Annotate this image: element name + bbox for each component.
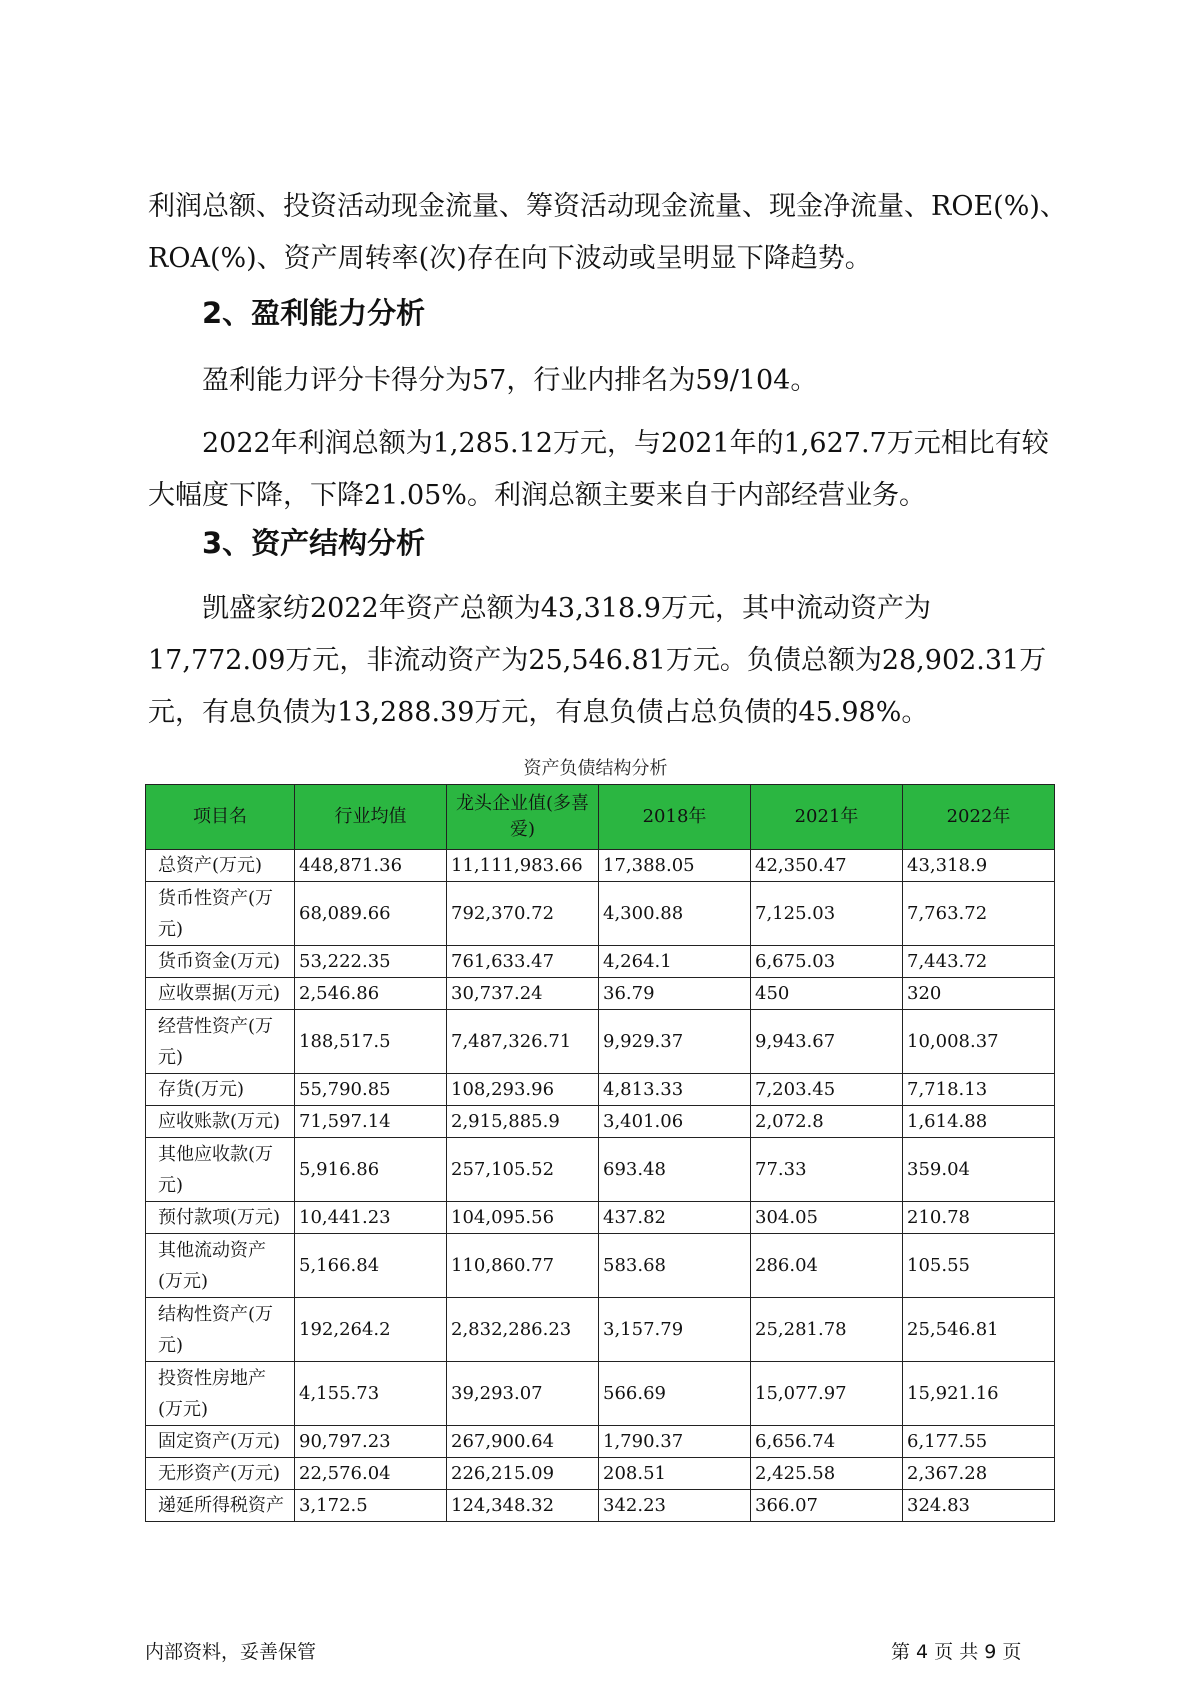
table-cell: 22,576.04 [295,1458,447,1490]
table-cell: 7,203.45 [751,1074,903,1106]
footer-page-number: 第 4 页 共 9 页 [891,1641,1022,1663]
table-cell: 3,401.06 [599,1106,751,1138]
column-header: 2018年 [599,785,751,850]
table-cell: 4,813.33 [599,1074,751,1106]
table-row [146,978,1055,1010]
table-cell: 583.68 [599,1234,751,1298]
table-row [146,1362,1055,1426]
column-header: 2022年 [903,785,1055,850]
table-cell: 105.55 [903,1234,1055,1298]
table-cell: 286.04 [751,1234,903,1298]
table-cell: 结构性资产(万元) [146,1298,295,1362]
table-cell: 761,633.47 [447,946,599,978]
table-cell: 货币性资产(万元) [146,882,295,946]
table-cell: 固定资产(万元) [146,1426,295,1458]
section-heading-profitability: 2、盈利能力分析 [202,296,426,330]
paragraph-trend: 利润总额、投资活动现金流量、筹资活动现金流量、现金净流量、ROE(%)、ROA(%)、资产周转率(次)存在向下波动或呈明显下降趋势。 [148,191,1067,274]
table-cell: 7,718.13 [903,1074,1055,1106]
table-caption: 资产负债结构分析 [523,758,668,779]
table-cell: 总资产(万元) [146,850,295,882]
paragraph-profit-total: 2022年利润总额为1,285.12万元，与2021年的1,627.7万元相比有较大幅度下降，下降21.05%。利润总额主要来自于内部经营业务。 [148,428,1049,511]
table-cell: 210.78 [903,1202,1055,1234]
table-cell: 10,441.23 [295,1202,447,1234]
table-cell: 10,008.37 [903,1010,1055,1074]
table-cell: 2,832,286.23 [447,1298,599,1362]
table-cell: 36.79 [599,978,751,1010]
table-cell: 1,614.88 [903,1106,1055,1138]
table-cell: 9,943.67 [751,1010,903,1074]
table-cell: 2,425.58 [751,1458,903,1490]
table-cell: 25,546.81 [903,1298,1055,1362]
table-row [146,1458,1055,1490]
table-cell: 366.07 [751,1490,903,1522]
table-cell: 30,737.24 [447,978,599,1010]
table-cell: 43,318.9 [903,850,1055,882]
table-cell: 无形资产(万元) [146,1458,295,1490]
table-cell: 110,860.77 [447,1234,599,1298]
table-cell: 2,072.8 [751,1106,903,1138]
table-cell: 2,546.86 [295,978,447,1010]
table-cell: 257,105.52 [447,1138,599,1202]
table-row [146,1234,1055,1298]
column-header: 龙头企业值(多喜爱) [447,785,599,850]
table-cell: 存货(万元) [146,1074,295,1106]
table-cell: 3,172.5 [295,1490,447,1522]
table-row [146,1138,1055,1202]
table-header-row [146,785,1055,850]
table-row [146,1426,1055,1458]
table-row [146,1298,1055,1362]
table-row [146,1490,1055,1522]
table-cell: 1,790.37 [599,1426,751,1458]
table-cell: 7,125.03 [751,882,903,946]
table-cell: 4,300.88 [599,882,751,946]
table-cell: 投资性房地产(万元) [146,1362,295,1426]
table-cell: 320 [903,978,1055,1010]
table-cell: 437.82 [599,1202,751,1234]
table-cell: 55,790.85 [295,1074,447,1106]
table-row [146,1202,1055,1234]
table-cell: 应收账款(万元) [146,1106,295,1138]
table-cell: 7,443.72 [903,946,1055,978]
table-cell: 17,388.05 [599,850,751,882]
table-cell: 其他流动资产(万元) [146,1234,295,1298]
table-row [146,850,1055,882]
table-cell: 6,675.03 [751,946,903,978]
column-header: 2021年 [751,785,903,850]
paragraph-profitability-score: 盈利能力评分卡得分为57，行业内排名为59/104。 [202,365,818,396]
table-cell: 7,487,326.71 [447,1010,599,1074]
table-cell: 208.51 [599,1458,751,1490]
table-cell: 9,929.37 [599,1010,751,1074]
table-cell: 39,293.07 [447,1362,599,1426]
table-cell: 其他应收款(万元) [146,1138,295,1202]
table-row [146,1010,1055,1074]
table-cell: 693.48 [599,1138,751,1202]
table-cell: 77.33 [751,1138,903,1202]
column-header: 项目名 [146,785,295,850]
table-row [146,946,1055,978]
table-cell: 应收票据(万元) [146,978,295,1010]
table-cell: 2,367.28 [903,1458,1055,1490]
column-header: 行业均值 [295,785,447,850]
table-cell: 15,921.16 [903,1362,1055,1426]
table-cell: 68,089.66 [295,882,447,946]
table-cell: 6,177.55 [903,1426,1055,1458]
table-cell: 226,215.09 [447,1458,599,1490]
table-cell: 42,350.47 [751,850,903,882]
table-cell: 15,077.97 [751,1362,903,1426]
paragraph-asset-structure: 凯盛家纺2022年资产总额为43,318.9万元，其中流动资产为17,772.09万元，非流动资产为25,546.81万元。负债总额为28,902.31万元，有息负债为13,288.39万元，有息负债占总负债的45.98%。 [148,593,1047,728]
table-cell: 71,597.14 [295,1106,447,1138]
table-cell: 3,157.79 [599,1298,751,1362]
table-cell: 342.23 [599,1490,751,1522]
table-cell: 324.83 [903,1490,1055,1522]
footer-confidential-note: 内部资料，妥善保管 [145,1641,317,1663]
table-cell: 4,155.73 [295,1362,447,1426]
table-cell: 53,222.35 [295,946,447,978]
table-cell: 4,264.1 [599,946,751,978]
table-cell: 267,900.64 [447,1426,599,1458]
table-cell: 124,348.32 [447,1490,599,1522]
table-cell: 预付款项(万元) [146,1202,295,1234]
table-cell: 6,656.74 [751,1426,903,1458]
table-row [146,1074,1055,1106]
table-cell: 188,517.5 [295,1010,447,1074]
table-cell: 25,281.78 [751,1298,903,1362]
table-row [146,882,1055,946]
table-cell: 104,095.56 [447,1202,599,1234]
table-cell: 7,763.72 [903,882,1055,946]
table-cell: 5,916.86 [295,1138,447,1202]
table-cell: 2,915,885.9 [447,1106,599,1138]
table-cell: 304.05 [751,1202,903,1234]
table-cell: 448,871.36 [295,850,447,882]
table-cell: 359.04 [903,1138,1055,1202]
table-cell: 566.69 [599,1362,751,1426]
table-cell: 792,370.72 [447,882,599,946]
table-cell: 108,293.96 [447,1074,599,1106]
table-cell: 经营性资产(万元) [146,1010,295,1074]
table-cell: 90,797.23 [295,1426,447,1458]
table-cell: 192,264.2 [295,1298,447,1362]
table-row [146,1106,1055,1138]
section-heading-asset-structure: 3、资产结构分析 [202,526,426,560]
table-cell: 450 [751,978,903,1010]
table-cell: 货币资金(万元) [146,946,295,978]
asset-liability-table [145,784,1055,1522]
table-cell: 11,111,983.66 [447,850,599,882]
table-cell: 递延所得税资产 [146,1490,295,1522]
table-cell: 5,166.84 [295,1234,447,1298]
